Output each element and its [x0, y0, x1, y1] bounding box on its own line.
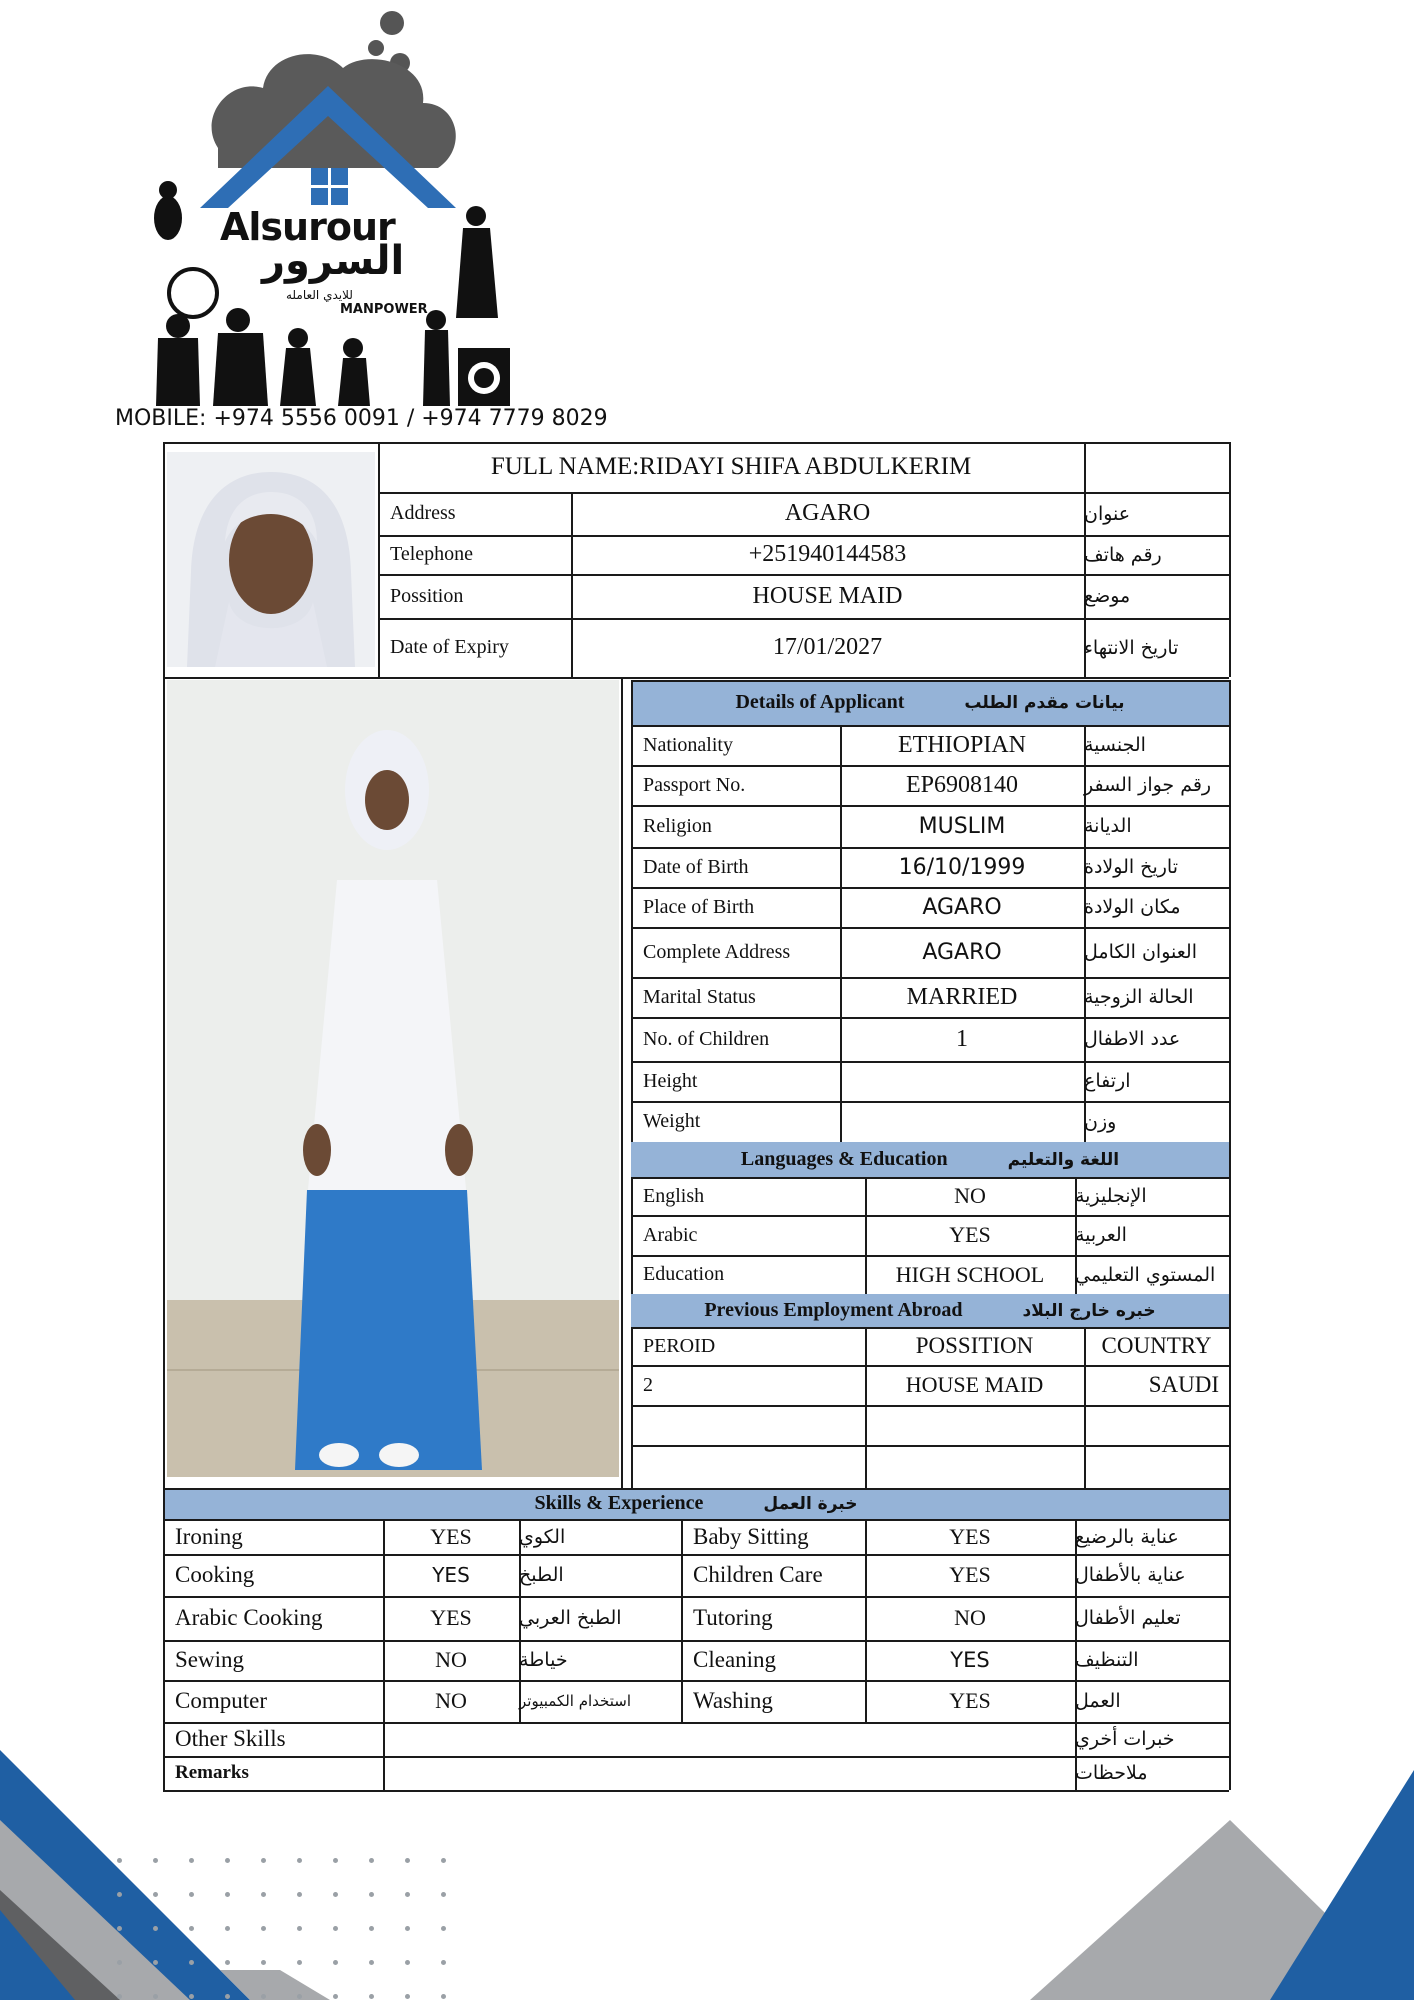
- skill-value: NO: [954, 1605, 986, 1630]
- skill-label: Computer: [175, 1688, 267, 1713]
- corner-decoration-right: [1000, 1760, 1414, 2000]
- decoration-dot: [261, 1858, 266, 1863]
- decoration-dot: [333, 1858, 338, 1863]
- skill-label-arabic: العمل: [1075, 1690, 1121, 1712]
- field-value: [840, 1101, 1084, 1142]
- passport-photo: [167, 452, 375, 667]
- decoration-dot: [441, 1858, 446, 1863]
- decoration-dot: [369, 1892, 374, 1897]
- skill-label-arabic: الطبخ العربي: [519, 1607, 622, 1629]
- logo-arabic-text: السرور: [262, 238, 405, 284]
- decoration-dot: [297, 1994, 302, 1999]
- table-rule: [163, 1790, 1229, 1792]
- decoration-dot: [441, 1960, 446, 1965]
- field-label-arabic: وزن: [1084, 1110, 1117, 1133]
- decoration-dot: [405, 1926, 410, 1931]
- field-label: Nationality: [643, 733, 733, 756]
- table-rule: [1229, 680, 1231, 1488]
- decoration-dot: [333, 1926, 338, 1931]
- decoration-dot: [117, 1994, 122, 1999]
- decoration-dot: [153, 1858, 158, 1863]
- decoration-dot: [261, 1994, 266, 1999]
- field-value: 17/01/2027: [772, 634, 883, 660]
- decoration-dot: [189, 1858, 194, 1863]
- skills-band: [163, 1488, 1229, 1519]
- decoration-dot: [189, 1994, 194, 1999]
- logo-latin-text: Alsurour: [220, 205, 395, 249]
- field-label-arabic: مكان الولادة: [1084, 896, 1181, 918]
- decoration-dot: [297, 1960, 302, 1965]
- field-label-arabic: الإنجليزية: [1075, 1185, 1147, 1207]
- table-rule: [163, 442, 165, 677]
- decoration-dot: [441, 1892, 446, 1897]
- section-title: Details of Applicant: [735, 691, 905, 713]
- field-label-arabic: تاريخ الانتهاء: [1084, 636, 1179, 659]
- table-rule: [163, 677, 1229, 679]
- field-label-arabic: الديانة: [1084, 815, 1132, 837]
- field-label: Date of Birth: [643, 855, 749, 878]
- field-value: EP6908140: [905, 771, 1018, 798]
- field-label: Address: [390, 502, 456, 524]
- employment-cell: SAUDI: [1148, 1372, 1219, 1397]
- decoration-dot: [369, 1994, 374, 1999]
- table-rule: [163, 677, 165, 1488]
- decoration-dot: [261, 1960, 266, 1965]
- field-label-arabic: العربية: [1075, 1224, 1127, 1246]
- decoration-dot: [189, 1960, 194, 1965]
- field-label: Telephone: [390, 543, 474, 565]
- employment-cell: [631, 1405, 865, 1445]
- skill-label-arabic: تعليم الأطفال: [1075, 1607, 1181, 1629]
- employment-header: COUNTRY: [1101, 1333, 1212, 1358]
- languages-band: [631, 1142, 1229, 1177]
- skill-label-arabic: التنظيف: [1075, 1649, 1139, 1671]
- decoration-dot: [117, 1858, 122, 1863]
- field-label: No. of Children: [643, 1027, 770, 1050]
- field-label-arabic: الحالة الزوجية: [1084, 986, 1194, 1008]
- skill-value: YES: [430, 1605, 472, 1630]
- remarks-label: Remarks: [175, 1762, 249, 1783]
- decoration-dot: [333, 1892, 338, 1897]
- employment-cell: 2: [643, 1373, 653, 1396]
- decoration-dot: [153, 1892, 158, 1897]
- section-title-arabic: خبره خارج البلاد: [1022, 1300, 1156, 1321]
- skill-label: Baby Sitting: [693, 1523, 809, 1549]
- skill-label: Sewing: [175, 1647, 244, 1672]
- full-name-value: FULL NAME:RIDAYI SHIFA ABDULKERIM: [490, 453, 972, 480]
- field-label: English: [643, 1184, 705, 1207]
- field-label: Arabic: [643, 1223, 698, 1246]
- other-skills-value: [383, 1722, 1075, 1756]
- logo-arabic-subtext: للايدي العامله: [286, 288, 353, 302]
- skill-label: Washing: [693, 1688, 773, 1713]
- field-label: Education: [643, 1263, 725, 1285]
- skill-label: Tutoring: [693, 1605, 773, 1630]
- mobile-contact: MOBILE: +974 5556 0091 / +974 7779 8029: [115, 406, 608, 431]
- field-value: MUSLIM: [918, 813, 1006, 839]
- field-label: Possition: [390, 584, 464, 607]
- field-label: Weight: [643, 1110, 701, 1132]
- other-skills-label: Other Skills: [175, 1726, 286, 1751]
- decoration-dot: [297, 1892, 302, 1897]
- field-value: NO: [954, 1183, 986, 1208]
- decoration-dot: [333, 1960, 338, 1965]
- field-label-arabic: ارتفاع: [1084, 1070, 1131, 1092]
- skill-value: YES: [950, 1648, 990, 1672]
- field-label: Height: [643, 1069, 698, 1092]
- field-value: 16/10/1999: [898, 854, 1026, 880]
- field-label-arabic: رقم جواز السفر: [1084, 774, 1212, 796]
- section-title-arabic: اللغة والتعليم: [1007, 1149, 1120, 1170]
- employment-cell: [631, 1445, 865, 1488]
- decoration-dot: [189, 1892, 194, 1897]
- field-label-arabic: رقم هاتف: [1084, 543, 1162, 566]
- employment-cell: [1084, 1445, 1229, 1488]
- field-value: +251940144583: [748, 541, 907, 567]
- section-title: Languages & Education: [740, 1148, 948, 1170]
- other-skills-label-arabic: خبرات أخري: [1075, 1728, 1175, 1750]
- decoration-dot: [441, 1994, 446, 1999]
- decoration-dot: [189, 1926, 194, 1931]
- skill-value: YES: [430, 1523, 472, 1549]
- skill-label-arabic: عناية بالأطفال: [1075, 1564, 1186, 1586]
- decoration-dot: [225, 1892, 230, 1897]
- remarks-value: [383, 1756, 1075, 1790]
- decoration-dot: [153, 1960, 158, 1965]
- decoration-dot: [117, 1926, 122, 1931]
- skill-label-arabic: عناية بالرضيع: [1075, 1525, 1179, 1548]
- decoration-dot: [441, 1926, 446, 1931]
- section-title: Skills & Experience: [534, 1492, 704, 1514]
- field-value: AGARO: [922, 939, 1002, 965]
- decoration-dot: [405, 1960, 410, 1965]
- skill-label-arabic: خياطة: [519, 1649, 568, 1671]
- skill-value: NO: [435, 1647, 467, 1672]
- field-label-arabic: موضع: [1084, 585, 1131, 607]
- field-value: 1: [956, 1025, 968, 1052]
- decoration-dot: [225, 1858, 230, 1863]
- employment-cell: [865, 1405, 1084, 1445]
- table-rule: [1229, 442, 1231, 677]
- field-label: Passport No.: [643, 773, 746, 796]
- skill-value: YES: [949, 1688, 991, 1713]
- skill-label: Cleaning: [693, 1647, 777, 1672]
- decoration-dot: [153, 1926, 158, 1931]
- employment-cell: [865, 1445, 1084, 1488]
- decoration-dot: [369, 1960, 374, 1965]
- skill-value: YES: [949, 1562, 991, 1587]
- field-value: [840, 1061, 1084, 1101]
- skill-label-arabic: الكوي: [519, 1525, 566, 1548]
- field-label-arabic: الجنسية: [1084, 734, 1146, 756]
- field-label: Place of Birth: [643, 895, 755, 918]
- field-label-arabic: العنوان الكامل: [1084, 941, 1197, 963]
- employment-band: [631, 1294, 1229, 1327]
- field-label-arabic: عدد الاطفال: [1084, 1028, 1181, 1050]
- field-value: AGARO: [922, 894, 1002, 920]
- decoration-dot: [261, 1926, 266, 1931]
- field-label: Date of Expiry: [390, 636, 509, 658]
- section-title-arabic: خبرة العمل: [763, 1493, 858, 1514]
- full-body-photo: [167, 680, 619, 1477]
- decoration-dot: [405, 1994, 410, 1999]
- decoration-dot: [369, 1926, 374, 1931]
- decoration-dot: [153, 1994, 158, 1999]
- field-label: Religion: [643, 814, 712, 837]
- decoration-dot: [405, 1892, 410, 1897]
- logo-manpower-text: MANPOWER: [340, 302, 428, 317]
- decoration-dot: [369, 1858, 374, 1863]
- skill-value: YES: [949, 1523, 991, 1549]
- field-value: AGARO: [784, 500, 871, 526]
- field-label-arabic: عنوان: [1084, 502, 1131, 525]
- table-rule: [163, 1488, 1229, 1490]
- field-value: MARRIED: [906, 983, 1018, 1010]
- field-value: HOUSE MAID: [752, 582, 903, 609]
- field-label-arabic: تاريخ الولادة: [1084, 856, 1178, 878]
- table-rule: [621, 677, 623, 1488]
- decoration-dot: [117, 1892, 122, 1897]
- decoration-dot: [225, 1960, 230, 1965]
- employment-header: POSSITION: [915, 1333, 1034, 1358]
- skill-label: Arabic Cooking: [175, 1605, 323, 1630]
- decoration-dot: [333, 1994, 338, 1999]
- skill-label-arabic: استخدام الكمبيوتر: [519, 1692, 631, 1710]
- skill-label: Ironing: [175, 1523, 243, 1549]
- skill-label: Cooking: [175, 1562, 255, 1587]
- table-rule: [1229, 1488, 1231, 1790]
- field-label: Complete Address: [643, 940, 791, 963]
- decoration-dot: [297, 1926, 302, 1931]
- skill-label: Children Care: [693, 1562, 823, 1587]
- decoration-dot: [225, 1994, 230, 1999]
- skill-value: NO: [435, 1688, 467, 1713]
- section-title: Previous Employment Abroad: [704, 1299, 963, 1321]
- skill-value: YES: [432, 1563, 470, 1587]
- field-label-arabic: المستوي التعليمي: [1075, 1263, 1216, 1286]
- decoration-dot: [261, 1892, 266, 1897]
- details-band: [631, 680, 1229, 725]
- field-value: HIGH SCHOOL: [895, 1261, 1045, 1287]
- table-rule: [631, 680, 1229, 682]
- decoration-dot: [225, 1926, 230, 1931]
- decoration-dot: [117, 1960, 122, 1965]
- employment-cell: HOUSE MAID: [905, 1372, 1044, 1397]
- skill-label-arabic: الطبخ: [519, 1564, 564, 1586]
- decoration-dot: [405, 1858, 410, 1863]
- decoration-dot: [297, 1858, 302, 1863]
- remarks-label-arabic: ملاحظات: [1075, 1762, 1148, 1784]
- section-title-arabic: بيانات مقدم الطلب: [964, 692, 1125, 713]
- employment-header: PEROID: [643, 1334, 716, 1357]
- field-label: Marital Status: [643, 985, 756, 1008]
- field-value: YES: [949, 1222, 991, 1247]
- employment-cell: [1084, 1405, 1229, 1445]
- field-value: ETHIOPIAN: [898, 731, 1026, 758]
